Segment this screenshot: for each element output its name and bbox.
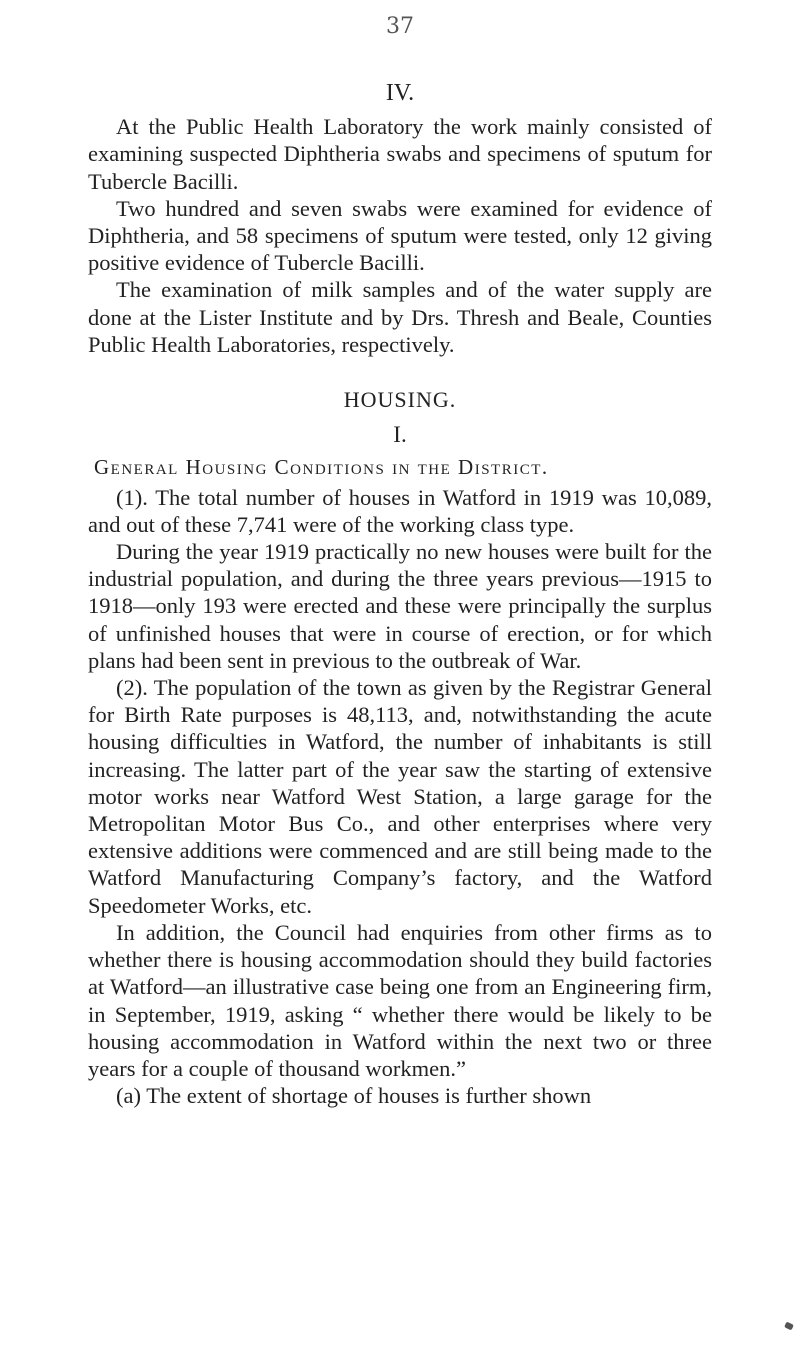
housing-heading: HOUSING. xyxy=(343,387,457,413)
paragraph-enquiries: In addition, the Council had enquiries from other firms as to whether there is housing accommodation should they build factories at Watford—an illustrative case being one from an Engineering firm, in September, 1919, asking “ whether there would be likely to be housing accommodation in Watford within the next two or three years for a couple of thousand workmen.” xyxy=(88,919,712,1081)
housing-subheading: General Housing Conditions in the District. xyxy=(94,455,549,480)
paragraph-lab-work: At the Public Health Laboratory the work mainly consisted of examining suspected Diphtheria swabs and specimens of sputum for Tubercle Bacilli. xyxy=(88,114,712,194)
section-heading: IV. xyxy=(385,80,415,106)
paragraph-milk-water: The examination of milk samples and of the water supply are done at the Lister Institute and by Drs. Thresh and Beale, Counties Public Health Laboratories, respectively. xyxy=(88,277,712,357)
paragraph-shortage: (a) The extent of shortage of houses is further shown xyxy=(116,1083,592,1109)
page-body xyxy=(88,80,712,1109)
paragraph-population: (2). The population of the town as given by the Registrar General for Birth Rate purposes is 48,113, and, notwithstanding the acute housing difficulties in Watford, the number of inhabitants is still increasing. The latter part of the year saw the starting of extensive motor works near Watford West Station, a large garage for the Metropolitan Motor Bus Co., and other enterprises where very extensive additions were commenced and are still being made to the Watford Manufacturing Company’s factory, and the Watford Speedometer Works, etc. xyxy=(88,675,712,918)
scan-mark xyxy=(784,1322,794,1331)
paragraph-house-total: (1). The total number of houses in Watford in 1919 was 10,089, and out of these 7,741 were of the working class type. xyxy=(88,484,712,537)
paragraph-new-houses: During the year 1919 practically no new houses were built for the industrial population, and during the three years previous—1915 to 1918—only 193 were erected and these were principally the surplus of unfinished houses that were in course of erection, or for which plans had been sent in previous to the outbreak of War. xyxy=(88,539,712,673)
housing-roman-numeral: I. xyxy=(393,422,407,448)
page-number: 37 xyxy=(386,14,414,39)
paragraph-swabs: Two hundred and seven swabs were examined for evidence of Diphtheria, and 58 specimens of sputum were tested, only 12 giving positive evidence of Tubercle Bacilli. xyxy=(88,195,712,276)
